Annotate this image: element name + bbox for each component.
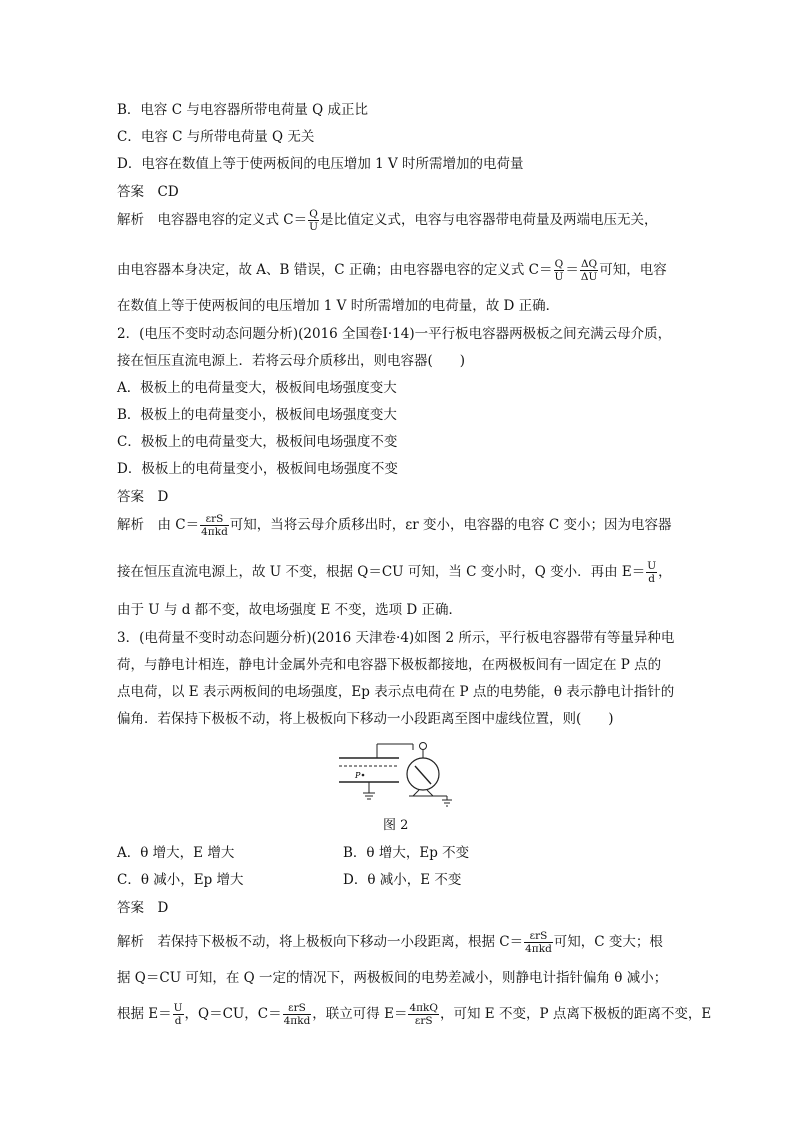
q2-analysis-line2 <box>117 560 672 585</box>
text: 是比值定义式，电容与电容器带电荷量及两端电压无关， <box>319 212 658 228</box>
fraction: $\frac{\text{εrS}}{\text{4πkd}}$ <box>525 930 552 955</box>
electrometer-needle <box>415 766 431 784</box>
text: ， <box>658 564 672 580</box>
q2-analysis-line3: 由于 U 与 d 都不变，故电场强度 E 不变，选项 D 正确． <box>117 602 463 618</box>
fraction: $\frac{U}{d}$ <box>647 560 657 585</box>
q1-option-b: B．电容 C 与电容器所带电荷量 Q 成正比 <box>117 102 368 118</box>
text: 解析 由 C＝ <box>117 517 200 533</box>
q3-analysis-line1 <box>117 930 663 955</box>
point-p-label: P <box>355 771 361 780</box>
q3-stem-line3: 点电荷，以 E 表示两板间的电场强度，Ep 表示点电荷在 P 点的电势能，θ 表示静电计指针的 <box>117 684 675 700</box>
electrometer-knob <box>420 743 427 750</box>
q3-analysis-line2: 据 Q＝CU 可知，在 Q 一定的情况下，两极板间的电势差减小，则静电计指针偏角 θ 减小； <box>117 970 668 986</box>
q2-option-c: C．极板上的电荷量变大，极板间电场强度不变 <box>117 434 398 450</box>
fraction: $\frac{\text{4πkQ}}{\text{εrS}}$ <box>409 1002 439 1027</box>
q3-option-a: A．θ 增大，E 增大 <box>117 845 235 861</box>
q3-answer: 答案 D <box>117 900 169 916</box>
q1-option-c: C．电容 C 与所带电荷量 Q 无关 <box>117 129 315 145</box>
q2-stem-line2: 接在恒压直流电源上．若将云母介质移出，则电容器( ) <box>117 353 466 369</box>
figure-caption: 图 2 <box>383 818 409 833</box>
q3-stem-line4: 偏角．若保持下极板不动，将上极板向下移动一小段距离至图中虚线位置，则( ) <box>117 711 614 727</box>
text: 可知，电容 <box>599 262 667 278</box>
text: ，可知 E 不变，P 点离下极板的距离不变，E <box>440 1006 712 1022</box>
text: 根据 E＝ <box>117 1006 172 1022</box>
text: 接在恒压直流电源上，故 U 不变，根据 Q＝CU 可知，当 C 变小时，Q 变小．再由 E＝ <box>117 564 646 580</box>
point-charge <box>362 774 365 777</box>
fraction: $\frac{\text{εrS}}{\text{4πkd}}$ <box>283 1002 311 1027</box>
q2-option-b: B．极板上的电荷量变小，极板间电场强度变大 <box>117 407 397 423</box>
fraction: $\frac{\text{εrS}}{\text{4πkd}}$ <box>201 513 228 538</box>
q1-analysis-line2 <box>117 258 667 283</box>
q2-stem-line1: 2．(电压不变时动态问题分析)(2016 全国卷Ⅰ·14)一平行板电容器两极板之间充满云母介质， <box>117 326 672 342</box>
q2-option-a: A．极板上的电荷量变大，极板间电场强度变大 <box>117 380 397 396</box>
q1-analysis-line1 <box>117 208 657 233</box>
q2-analysis-line1 <box>117 513 671 538</box>
text: 可知，C 变大；根 <box>553 934 663 950</box>
text: 解析 若保持下极板不动，将上极板向下移动一小段距离，根据 C＝ <box>117 934 524 950</box>
q2-option-d: D．极板上的电荷量变小，极板间电场强度不变 <box>117 461 398 477</box>
q1-answer: 答案 CD <box>117 184 179 200</box>
q1-analysis-line3: 在数值上等于使两板间的电压增加 1 V 时所需增加的电荷量，故 D 正确． <box>117 298 560 314</box>
electrometer-stand <box>413 790 419 796</box>
fraction: $\frac{U}{d}$ <box>173 1002 183 1027</box>
text: ，Q＝CU，C＝ <box>184 1006 282 1022</box>
fraction: $\frac{Q}{U}$ <box>554 258 564 283</box>
fraction: $\frac{\Delta Q}{\Delta U}$ <box>580 258 598 283</box>
q1-option-d: D．电容在数值上等于使两板间的电压增加 1 V 时所需增加的电荷量 <box>117 156 524 172</box>
q3-analysis-line3 <box>117 1002 711 1027</box>
text: 解析 电容器电容的定义式 C＝ <box>117 212 308 228</box>
q3-stem-line2: 荷，与静电计相连，静电计金属外壳和电容器下极板都接地，在两极板间有一固定在 P 点的 <box>117 657 662 673</box>
text: 由电容器本身决定，故 A、B 错误，C 正确；由电容器电容的定义式 C＝ <box>117 262 553 278</box>
capacitor-electrometer-figure <box>335 738 460 808</box>
text: ，联立可得 E＝ <box>312 1006 408 1022</box>
text: 可知，当将云母介质移出时，εr 变小，电容器的电容 C 变小；因为电容器 <box>229 517 672 533</box>
q3-stem-line1: 3．(电荷量不变时动态问题分析)(2016 天津卷·4)如图 2 所示，平行板电容器带有等量异种电 <box>117 630 675 646</box>
text: ＝ <box>565 262 579 278</box>
electrometer-stand <box>427 790 433 796</box>
q3-option-c: C．θ 减小，Ep 增大 <box>117 872 244 888</box>
fraction: $\frac{Q}{U}$ <box>309 208 318 233</box>
q3-option-d: D．θ 减小，E 不变 <box>343 872 462 888</box>
q2-answer: 答案 D <box>117 489 169 505</box>
q3-option-b: B．θ 增大，Ep 不变 <box>343 845 470 861</box>
